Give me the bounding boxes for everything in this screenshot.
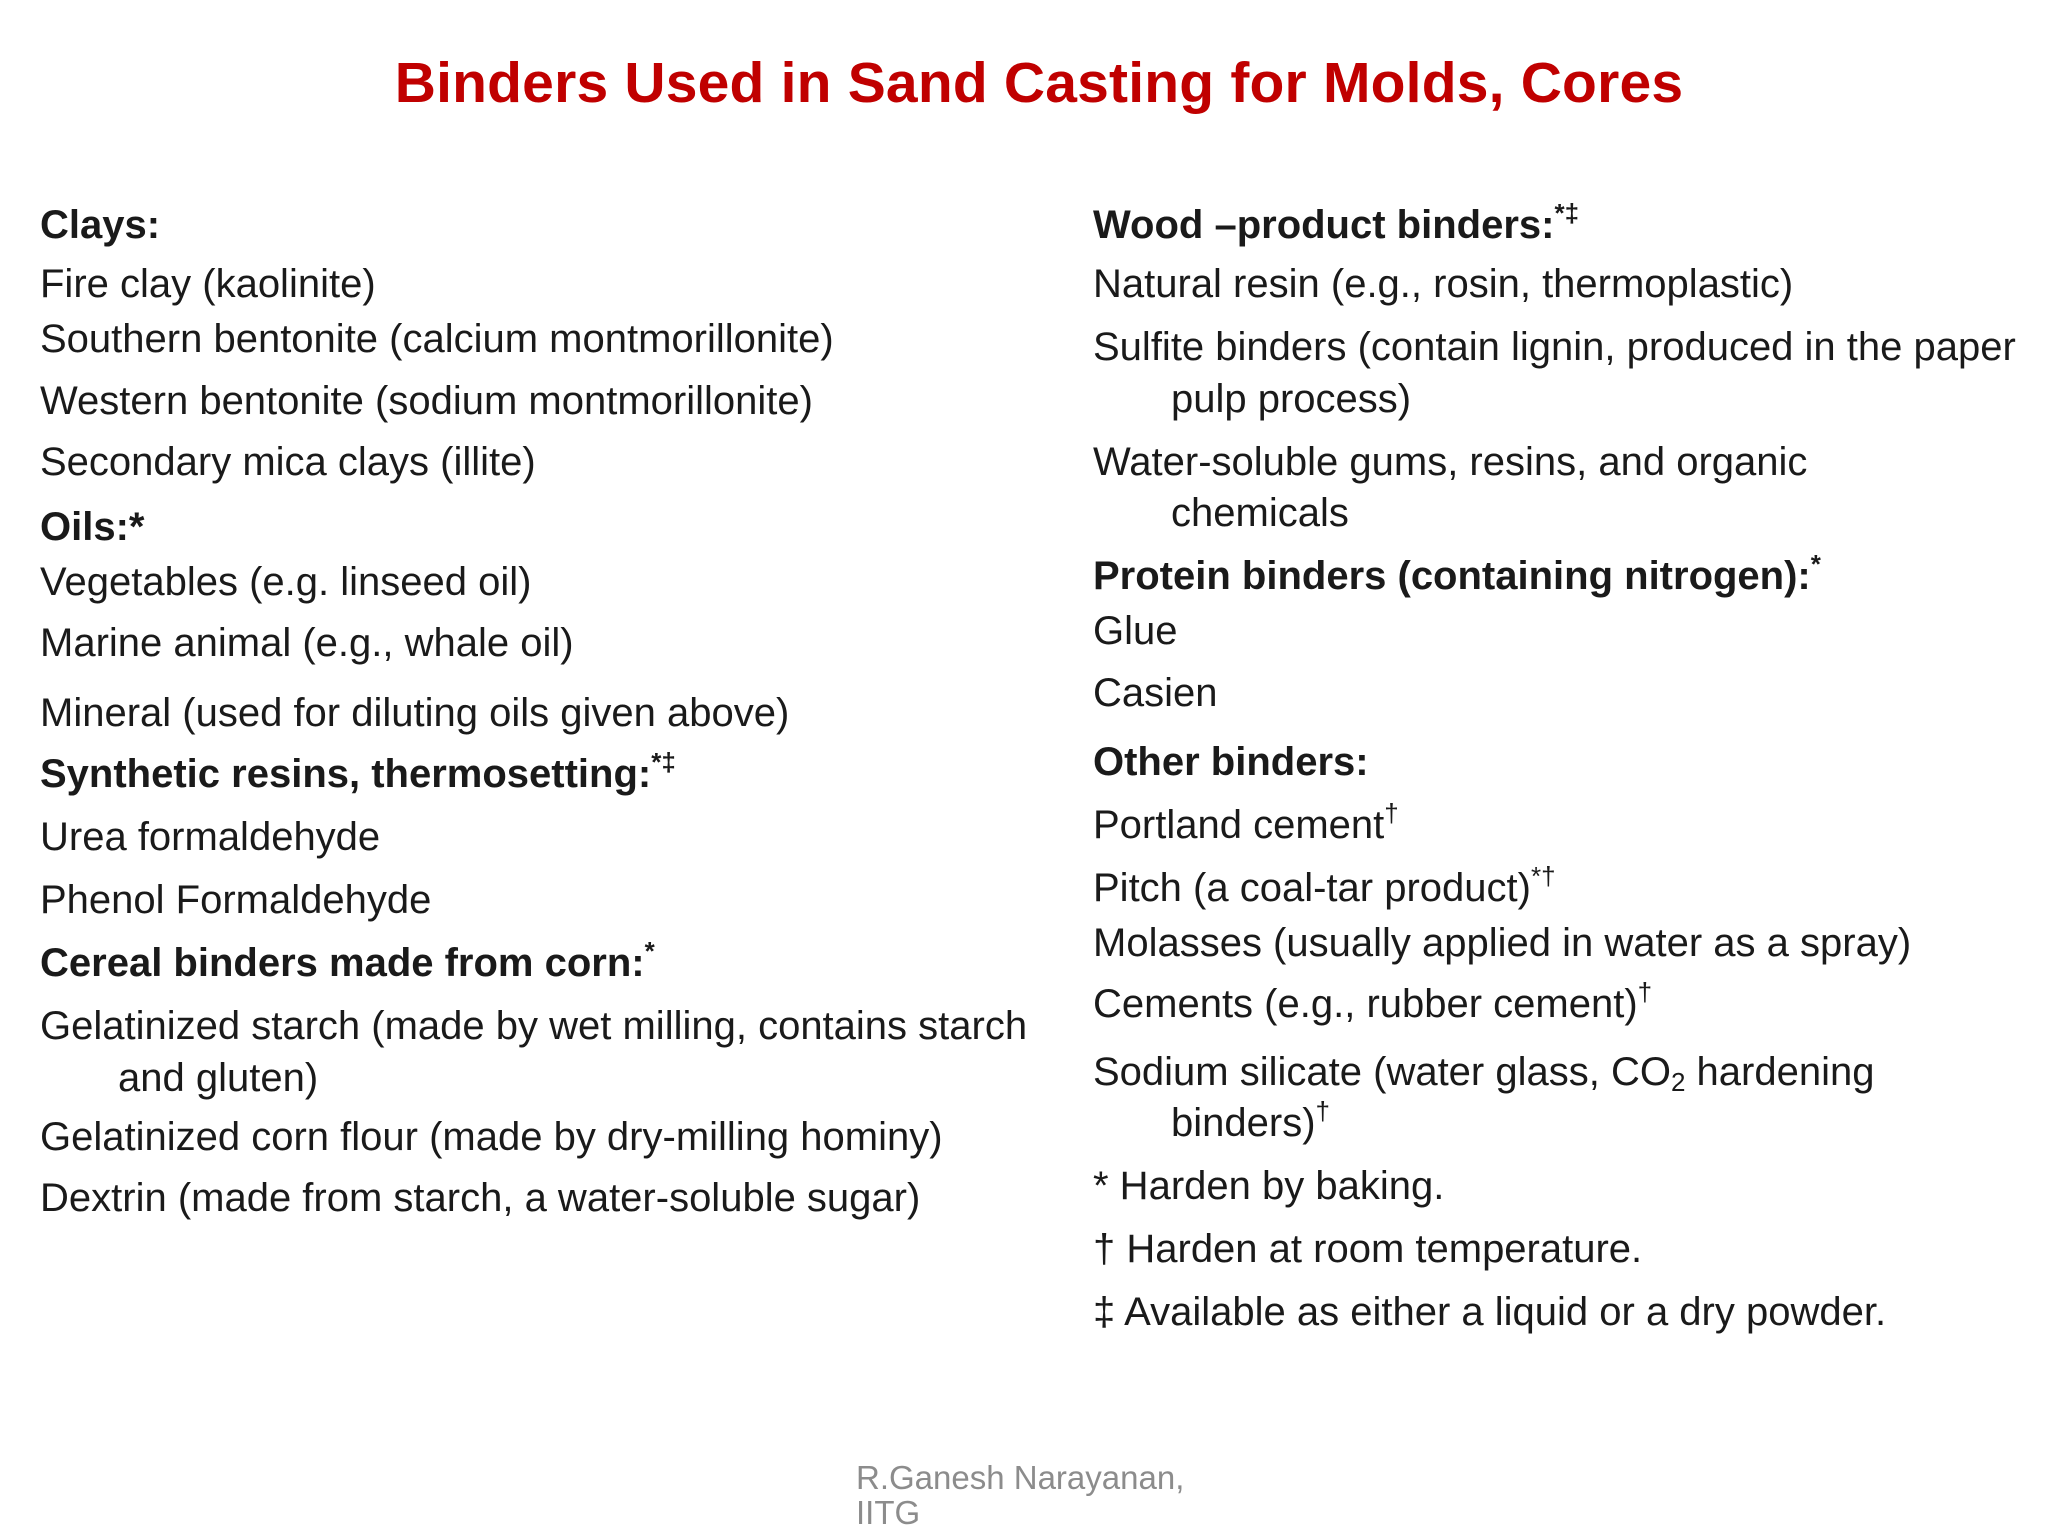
list-item: Phenol Formaldehyde	[40, 878, 432, 923]
clays-heading: Clays:	[40, 203, 161, 247]
list-item: Dextrin (made from starch, a water-soluble sugar)	[40, 1176, 921, 1220]
list-item: Water-soluble gums, resins, and organic chemicals	[1093, 439, 1808, 535]
list-item: Western bentonite (sodium montmorillonite)	[40, 378, 813, 423]
list-item: Casien	[1093, 670, 1218, 715]
right-column	[1093, 200, 2023, 1339]
item-text: Cements (e.g., rubber cement)	[1093, 982, 1638, 1027]
list-item: Sulfite binders (contain lignin, produced in the paper pulp process)	[1093, 325, 2016, 421]
item-text: Sodium silicate (water glass, CO	[1093, 1049, 1671, 1094]
list-item: Glue	[1093, 609, 1178, 654]
list-item: Gelatinized starch (made by wet milling, contains starch and gluten)	[40, 1004, 1028, 1100]
list-item: Fire clay (kaolinite)	[40, 262, 376, 307]
legend-baking: * Harden by baking.	[1093, 1164, 1445, 1208]
footnote-mark: †	[1315, 1095, 1330, 1126]
list-item	[1093, 797, 2023, 851]
list-item: Molasses (usually applied in water as a spray)	[1093, 921, 1912, 966]
oils-heading: Oils:*	[40, 504, 145, 549]
list-item: Southern bentonite (calcium montmorillonite)	[40, 317, 834, 362]
author-footer	[856, 1461, 1276, 1530]
list-item: Secondary mica clays (illite)	[40, 439, 536, 484]
subscript: 2	[1670, 1066, 1686, 1097]
footnote-mark: *	[644, 936, 655, 967]
list-item	[1093, 1047, 2041, 1149]
item-text: Portland cement	[1093, 802, 1385, 847]
heading-text: Wood –product binders:	[1093, 203, 1555, 247]
item-text: Pitch (a coal-tar product)	[1093, 866, 1531, 911]
legend-room-temp: † Harden at room temperature.	[1093, 1227, 1643, 1272]
slide-title: Binders Used in Sand Casting for Molds, Cores	[394, 51, 1684, 115]
list-item	[1093, 863, 2023, 914]
list-item: Marine animal (e.g., whale oil)	[40, 621, 574, 666]
footnote-mark: *‡	[651, 746, 676, 777]
heading-text: Synthetic resins, thermosetting:	[40, 751, 652, 796]
author-institution: IITG	[856, 1493, 921, 1531]
legend-liquid-powder: ‡ Available as either a liquid or a dry powder.	[1093, 1290, 1887, 1335]
footnote-mark: *†	[1530, 861, 1556, 892]
left-column	[40, 200, 1060, 1224]
list-item: Natural resin (e.g., rosin, thermoplastic)	[1093, 262, 1794, 307]
author-name: R.Ganesh Narayanan,	[856, 1459, 1185, 1496]
list-item: Mineral (used for diluting oils given above)	[40, 690, 790, 735]
other-heading: Other binders:	[1093, 739, 1369, 784]
protein-heading	[1093, 551, 2023, 602]
synthetic-heading	[40, 746, 1060, 800]
footnote-mark: *‡	[1554, 198, 1580, 228]
list-item	[1093, 979, 2023, 1030]
cereal-heading	[40, 938, 1060, 989]
heading-text: Protein binders (containing nitrogen):	[1093, 554, 1811, 599]
list-item: Urea formaldehyde	[40, 814, 381, 859]
footnote-mark: †	[1384, 797, 1399, 828]
wood-heading	[1093, 200, 2023, 251]
list-item: Vegetables (e.g. linseed oil)	[40, 560, 532, 605]
heading-text: Cereal binders made from corn:	[40, 941, 645, 986]
item-text: hardening binders)	[1171, 1049, 1875, 1145]
list-item: Gelatinized corn flour (made by dry-milling hominy)	[40, 1114, 943, 1159]
footnote-mark: *	[1810, 549, 1821, 580]
footnote-mark: †	[1637, 977, 1653, 1008]
